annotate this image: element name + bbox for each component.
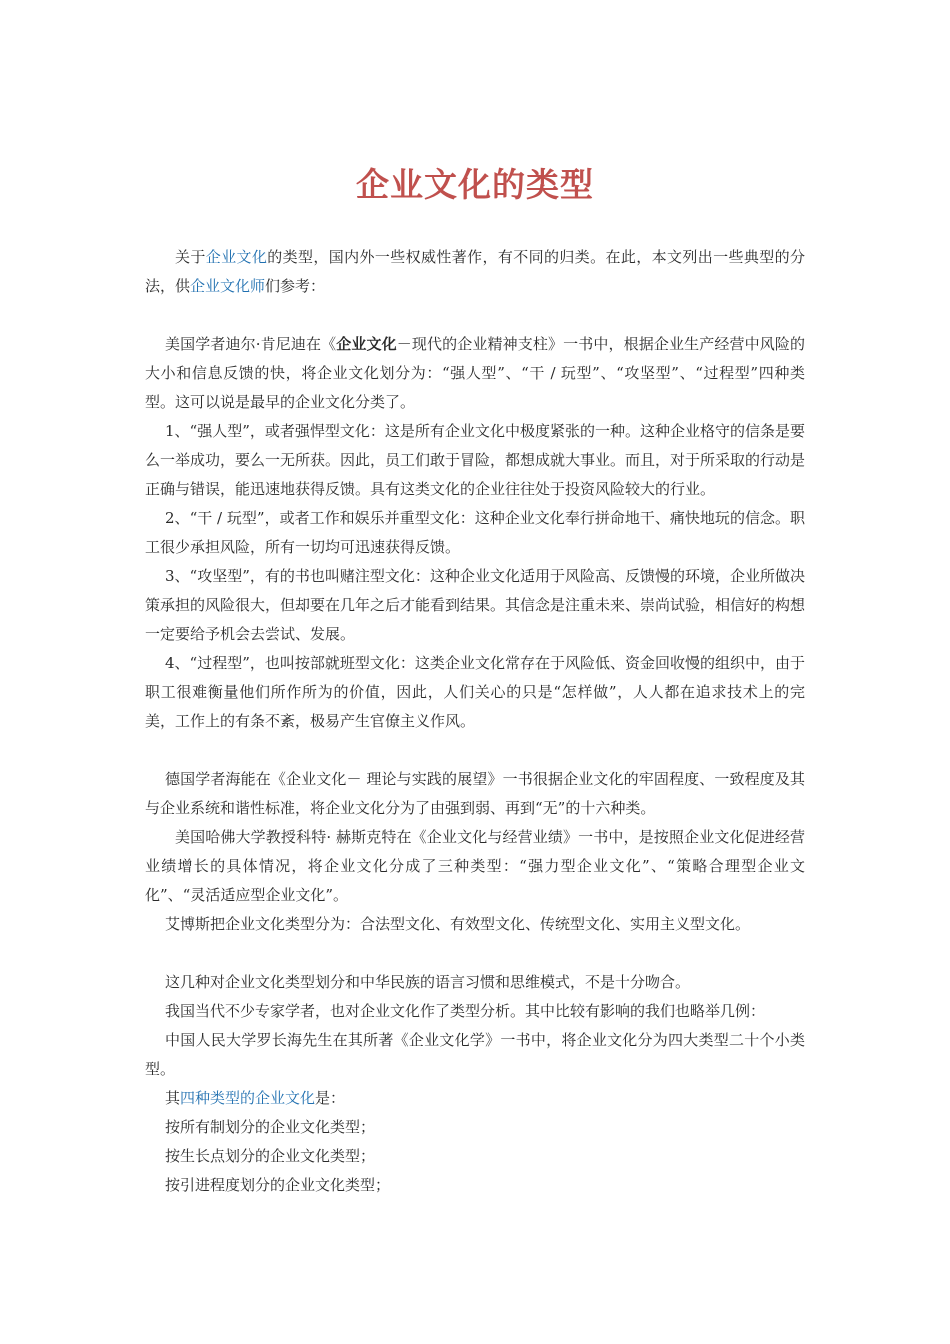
page-title: 企业文化的类型: [356, 165, 594, 204]
list-item: 按生长点划分的企业文化类型；: [165, 1147, 376, 1165]
spacer: [145, 736, 805, 765]
other-classification-paragraph: 艾博斯把企业文化类型分为：合法型文化、有效型文化、传统型文化、实用主义型文化。: [165, 915, 751, 933]
china-paragraph: 中国人民大学罗长海先生在其所著《企业文化学》一书中，将企业文化分为四大类型二十个小类型。: [145, 1031, 805, 1078]
culture-specialist-link[interactable]: 企业文化师: [190, 277, 266, 295]
document-body: [145, 243, 805, 1200]
type-paragraph: 2、“干 / 玩型”，或者工作和娱乐并重型文化：这种企业文化奉行拼命地干、痛快地玩的信念。职工很少承担风险，所有一切均可迅速获得反馈。: [145, 509, 805, 556]
spacer: [145, 301, 805, 330]
intro-paragraph: 关于企业文化的类型，国内外一些权威性著作，有不同的归类。在此，本文列出一些典型的分法，供企业文化师们参考：: [145, 248, 805, 295]
type-paragraph: 1、“强人型”，或者强悍型文化：这是所有企业文化中极度紧张的一种。这种企业格守的信条是要么一举成功，要么一无所获。因此，员工们敢于冒险，都想成就大事业。而且，对于所采取的行动是正确与错误，能迅速地获得反馈。具有这类文化的企业往往处于投资风险较大的行业。: [145, 422, 806, 498]
list-item: 按引进程度划分的企业文化类型；: [165, 1176, 391, 1194]
china-paragraph: 我国当代不少专家学者，也对企业文化作了类型分析。其中比较有影响的我们也略举几例：: [165, 1002, 766, 1020]
enterprise-culture-link[interactable]: 企业文化: [205, 248, 268, 266]
spacer: [145, 939, 805, 968]
four-types-link[interactable]: 四种类型的企业文化: [180, 1089, 316, 1107]
type-paragraph: 4、“过程型”，也叫按部就班型文化：这类企业文化常存在于风险低、资金回收慢的组织中，由于职工很难衡量他们所作所为的价值，因此，人们关心的只是“怎样做”，人人都在追求技术上的完美，工作上的有条不紊，极易产生官僚主义作风。: [145, 654, 805, 730]
four-types-paragraph: 其四种类型的企业文化是：: [165, 1089, 346, 1107]
list-item: 按所有制划分的企业文化类型；: [165, 1118, 376, 1136]
other-classification-paragraph: 美国哈佛大学教授科特· 赫斯克特在《企业文化与经营业绩》一书中，是按照企业文化促进经营业绩增长的具体情况，将企业文化分成了三种类型：“强力型企业文化”、“策略合理型企业文化”、“灵活适应型企业文化”。: [145, 828, 805, 904]
deal-kennedy-paragraph: 美国学者迪尔·肯尼迪在《企业文化－现代的企业精神支柱》一书中，根据企业生产经营中风险的大小和信息反馈的快，将企业文化划分为：“强人型”、“干 / 玩型”、“攻坚型”、“过程型”四种类型。这可以说是最早的企业文化分类了。: [145, 335, 805, 411]
other-classification-paragraph: 德国学者海能在《企业文化－ 理论与实践的展望》一书很据企业文化的牢固程度、一致程度及其与企业系统和谐性标准，将企业文化分为了由强到弱、再到“无”的十六种类。: [145, 770, 805, 817]
china-paragraph: 这几种对企业文化类型划分和中华民族的语言习惯和思维模式，不是十分吻合。: [165, 973, 691, 991]
type-paragraph: 3、“攻坚型”，有的书也叫赌注型文化：这种企业文化适用于风险高、反馈慢的环境，企业所做决策承担的风险很大，但却要在几年之后才能看到结果。其信念是注重未来、崇尚试验，相信好的构想一定要给予机会去尝试、发展。: [145, 567, 806, 643]
